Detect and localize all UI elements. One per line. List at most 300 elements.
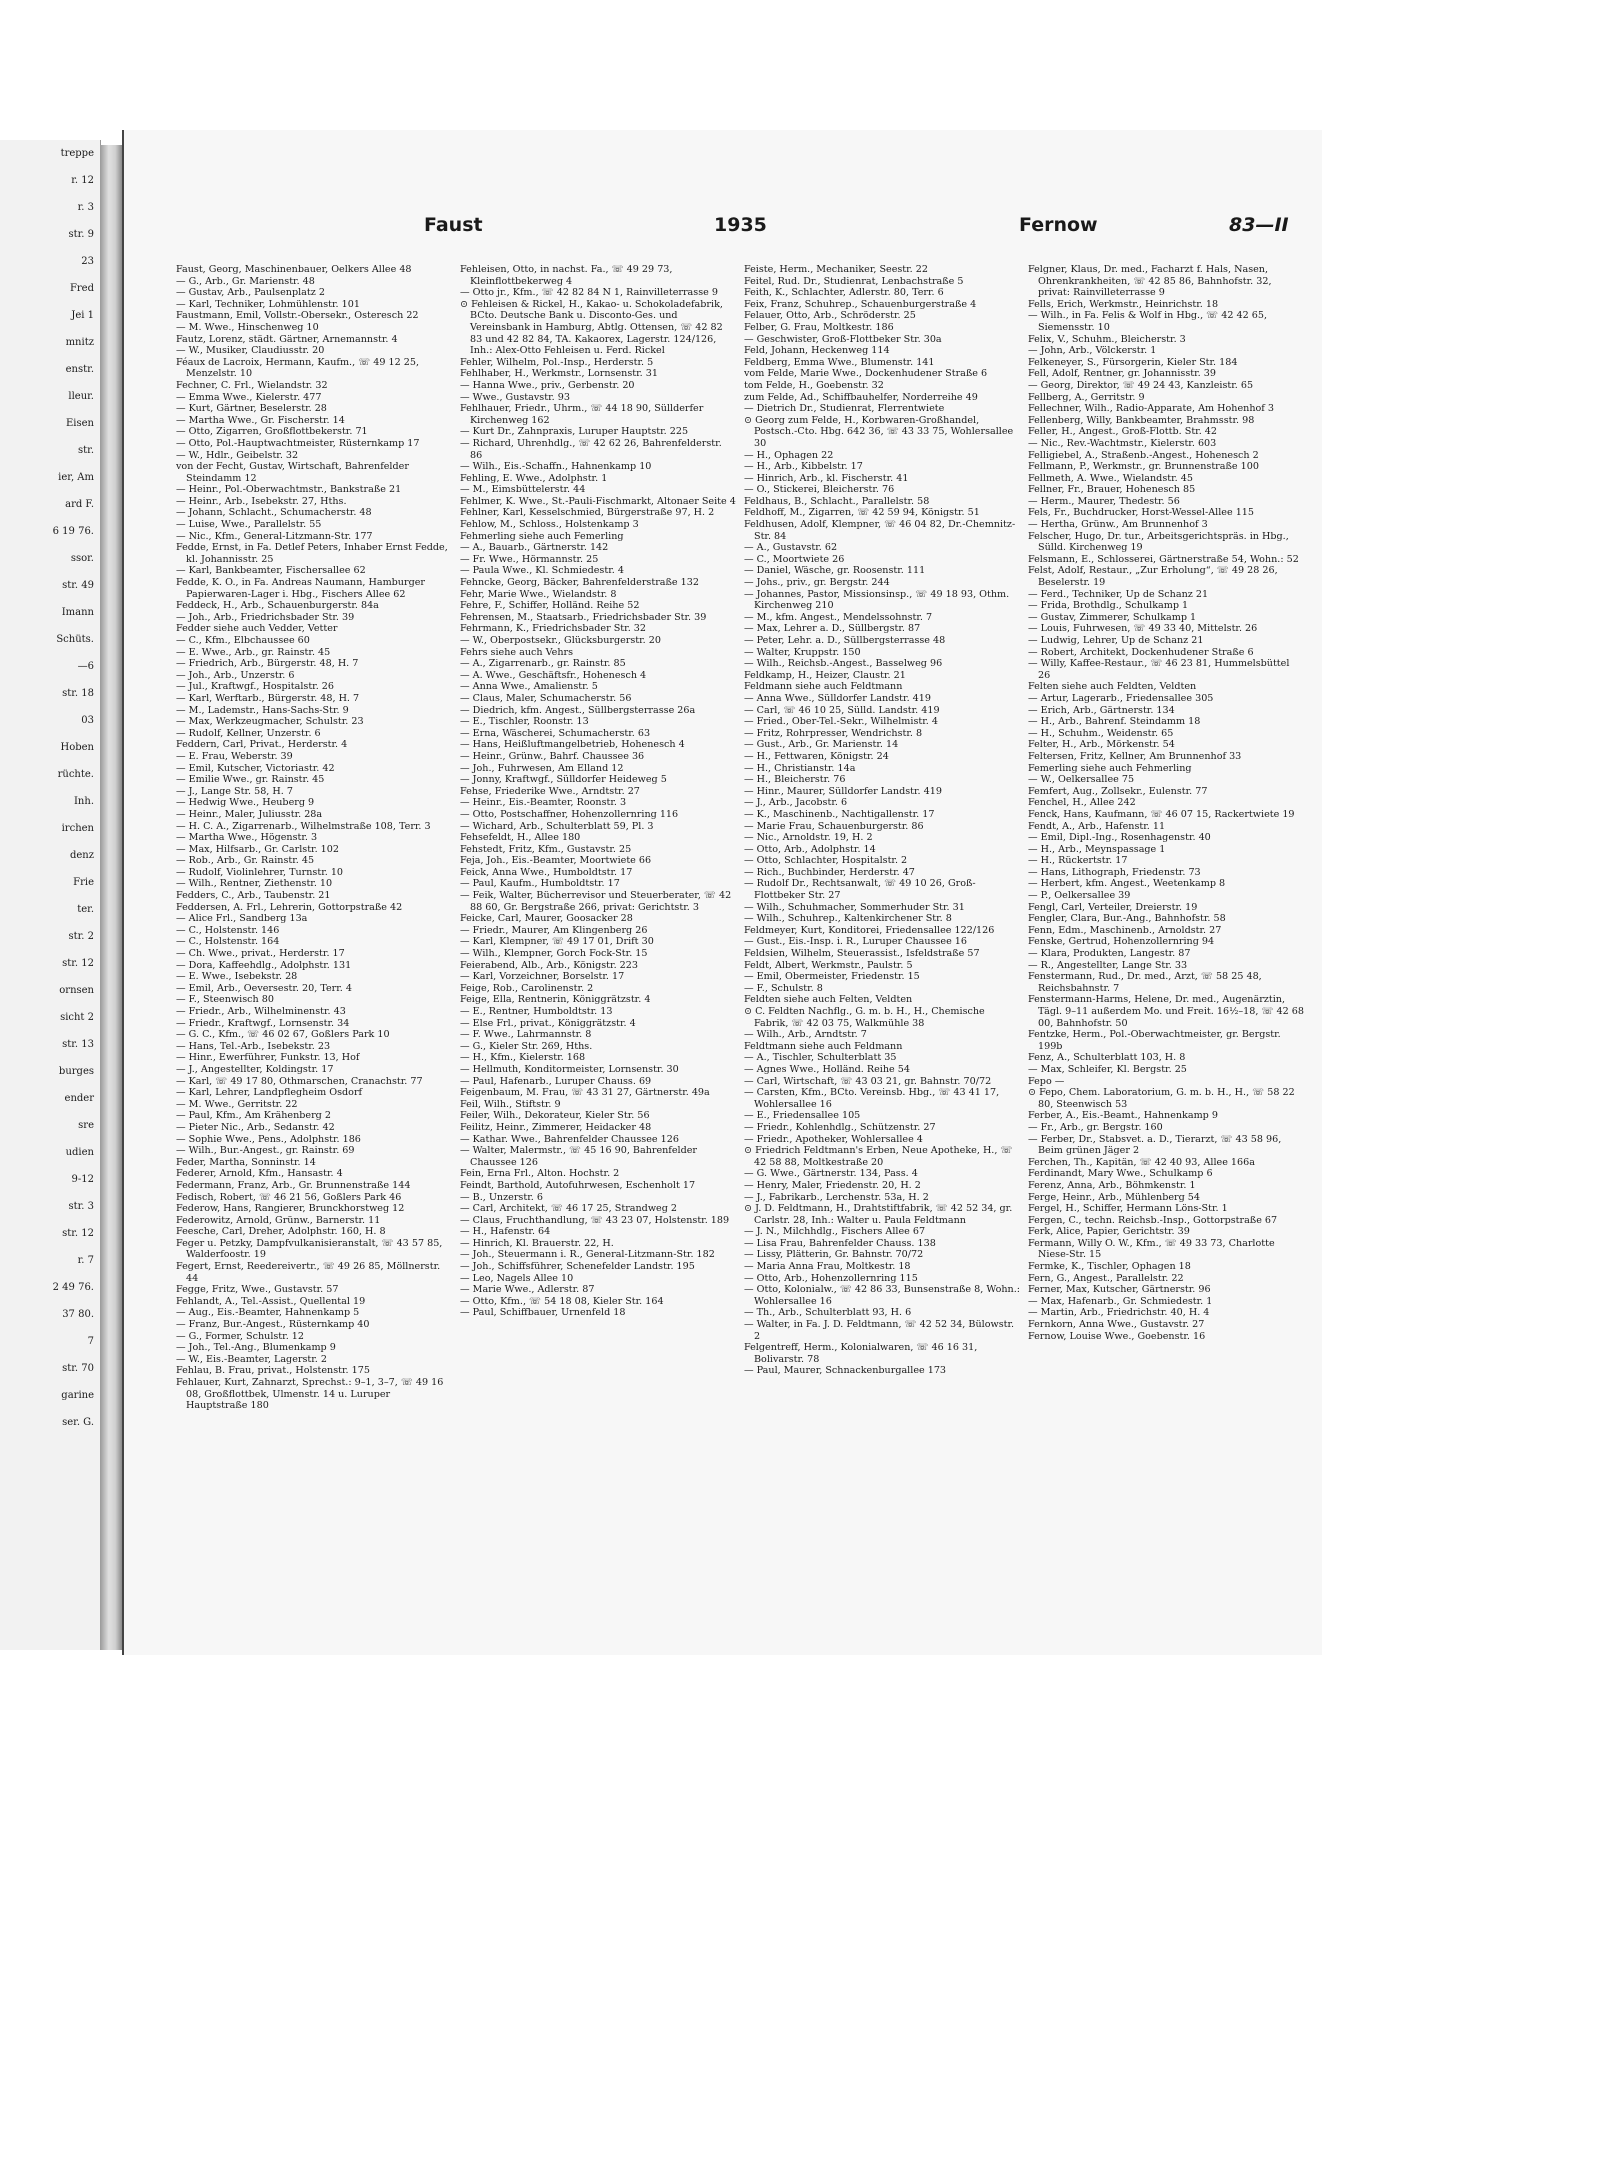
- directory-entry: — G., Arb., Gr. Marienstr. 48: [176, 275, 315, 287]
- directory-entry: — Louis, Fuhrwesen, ☏ 49 33 40, Mittelstr. 26: [1028, 623, 1258, 635]
- directory-entry: — Dora, Kaffeehdlg., Adolphstr. 131: [176, 959, 352, 971]
- directory-entry: — Friedr., Kohlenhdlg., Schützenstr. 27: [744, 1121, 936, 1133]
- directory-entry: — Hanna Wwe., priv., Gerbenstr. 20: [460, 379, 635, 391]
- directory-entry: — H., Arb., Kibbelstr. 17: [744, 461, 863, 473]
- directory-entry: — J., Lange Str. 58, H. 7: [176, 785, 293, 797]
- left-page-fragment-line: enstr.: [65, 364, 94, 375]
- directory-entry: — A., Bauarb., Gärtnerstr. 142: [460, 542, 609, 554]
- directory-entry: — Klara, Produkten, Langestr. 87: [1028, 948, 1191, 960]
- directory-entry: Federer, Arnold, Kfm., Hansastr. 4: [176, 1168, 343, 1180]
- directory-entry: Fehler, Wilhelm, Pol.-Insp., Herderstr. 5: [460, 356, 654, 368]
- directory-entry: Federowitz, Arnold, Grünw., Barnerstr. 11: [176, 1214, 381, 1226]
- left-page-fragment-line: str. 12: [62, 1228, 94, 1239]
- left-page-fragment-line: Hoben: [60, 742, 94, 753]
- directory-entry: — Otto, Arb., Hohenzollernring 115: [744, 1272, 918, 1284]
- directory-entry: — John, Arb., Völckerstr. 1: [1028, 345, 1157, 357]
- directory-entry: — Wilh., in Fa. Felis & Wolf in Hbg., ☏ 42 42 65, Siemensstr. 10: [1028, 310, 1267, 333]
- directory-entry: Feilitz, Heinr., Zimmerer, Heidacker 48: [460, 1121, 652, 1133]
- directory-entry: Fern, G., Angest., Parallelstr. 22: [1028, 1272, 1184, 1284]
- left-page-fragment-line: 9-12: [71, 1174, 94, 1185]
- directory-entry: Fentzke, Herm., Pol.-Oberwachtmeister, gr. Bergstr. 199b: [1028, 1029, 1281, 1052]
- directory-entry: tom Felde, H., Goebenstr. 32: [744, 379, 884, 391]
- left-page-fragment-line: Schüts.: [56, 634, 94, 645]
- left-page-fragment-line: burges: [58, 1066, 94, 1077]
- directory-entry: Fellmeth, A. Wwe., Wielandstr. 45: [1028, 472, 1193, 484]
- directory-entry: Ferenz, Anna, Arb., Böhmkenstr. 1: [1028, 1179, 1196, 1191]
- directory-entry: — Marie Frau, Schauenburgerstr. 86: [744, 820, 924, 832]
- header-year: 1935: [714, 214, 767, 236]
- directory-entry: Federow, Hans, Rangierer, Brunckhorstweg 12: [176, 1203, 405, 1215]
- directory-entry: — Emil, Obermeister, Friedenstr. 15: [744, 971, 920, 983]
- directory-entry: Fehleisen, Otto, in nachst. Fa., ☏ 49 29 73, Kleinflottbekerweg 4: [460, 264, 673, 287]
- directory-entry: — Wilh., Eis.-Schaffn., Hahnenkamp 10: [460, 461, 652, 473]
- directory-entry: Fehmerling siehe auch Femerling: [460, 530, 624, 542]
- directory-entry: — Pieter Nic., Arb., Sedanstr. 42: [176, 1121, 335, 1133]
- directory-entry: — Emil, Kutscher, Victoriastr. 42: [176, 762, 335, 774]
- directory-entry: — Martha Wwe., Högenstr. 3: [176, 832, 318, 844]
- directory-entry: Fenz, A., Schulterblatt 103, H. 8: [1028, 1052, 1186, 1064]
- directory-entry: — Karl, Lehrer, Landpflegheim Osdorf: [176, 1087, 363, 1099]
- directory-entry: — A., Gustavstr. 62: [744, 542, 838, 554]
- directory-entry: — Paul, Hafenarb., Luruper Chauss. 69: [460, 1075, 652, 1087]
- directory-entry: ⊙ C. Feldten Nachflg., G. m. b. H., H., Chemische Fabrik, ☏ 42 03 75, Walkmühle 38: [744, 1006, 985, 1029]
- directory-entry: Fernkorn, Anna Wwe., Gustavstr. 27: [1028, 1319, 1205, 1331]
- directory-entry: — Anna Wwe., Amalienstr. 5: [460, 681, 598, 693]
- directory-entry: Felligiebel, A., Straßenb.-Angest., Hohenesch 2: [1028, 449, 1259, 461]
- left-page-fragment-line: ter.: [77, 904, 94, 915]
- directory-entry: — Emma Wwe., Kielerstr. 477: [176, 391, 322, 403]
- directory-entry: Fels, Fr., Buchdrucker, Horst-Wessel-Allee 115: [1028, 507, 1255, 519]
- directory-entry: — Ch. Wwe., privat., Herderstr. 17: [176, 948, 345, 960]
- left-page-fragment-line: str. 12: [62, 958, 94, 969]
- directory-entry: — Robert, Architekt, Dockenhudener Straße 6: [1028, 646, 1254, 658]
- directory-entry: — Sophie Wwe., Pens., Adolphstr. 186: [176, 1133, 361, 1145]
- directory-entry: Felauer, Otto, Arb., Schröderstr. 25: [744, 310, 916, 322]
- directory-entry: Fepo —: [1028, 1075, 1065, 1087]
- directory-entry: — Wwe., Gustavstr. 93: [460, 391, 570, 403]
- directory-entry: Fechner, C. Frl., Wielandstr. 32: [176, 379, 328, 391]
- directory-entry: — Heinr., Pol.-Oberwachtmstr., Bankstraße 21: [176, 484, 402, 496]
- directory-entry: Feldt, Albert, Werkmstr., Paulstr. 5: [744, 959, 913, 971]
- directory-entry: — Emil, Dipl.-Ing., Rosenhagenstr. 40: [1028, 832, 1211, 844]
- directory-entry: — Gustav, Arb., Paulsenplatz 2: [176, 287, 325, 299]
- column-1: [176, 264, 452, 1634]
- left-page-fragment-line: str. 2: [68, 931, 94, 942]
- directory-entry: Federmann, Franz, Arb., Gr. Brunnenstraße 144: [176, 1179, 411, 1191]
- directory-entry: — Wilh., Schuhmacher, Sommerhuder Str. 31: [744, 901, 965, 913]
- directory-entry: — Johs., priv., gr. Bergstr. 244: [744, 577, 890, 589]
- directory-entry: Féaux de Lacroix, Hermann, Kaufm., ☏ 49 12 25, Menzelstr. 10: [176, 356, 420, 380]
- directory-entry: — Rich., Buchbinder, Herderstr. 47: [744, 866, 915, 878]
- directory-entry: — Otto jr., Kfm., ☏ 42 82 84 N 1, Rainvilleterrasse 9: [460, 287, 718, 299]
- directory-entry: — E. Frau, Weberstr. 39: [176, 750, 293, 762]
- left-page-fragment-line: Eisen: [66, 418, 94, 429]
- directory-entry: — H., Schuhm., Weidenstr. 65: [1028, 727, 1174, 739]
- left-page-fragment-line: Imann: [61, 607, 94, 618]
- directory-entry: — Frida, Brothdlg., Schulkamp 1: [1028, 600, 1189, 612]
- directory-entry: — Fr., Arb., gr. Bergstr. 160: [1028, 1121, 1163, 1133]
- directory-entry: — Nic., Rev.-Wachtmstr., Kielerstr. 603: [1028, 437, 1217, 449]
- directory-entry: — Hinr., Ewerführer, Funkstr. 13, Hof: [176, 1052, 360, 1064]
- directory-entry: — Paul, Kaufm., Humboldtstr. 17: [460, 878, 620, 890]
- directory-entry: Fehrs siehe auch Vehrs: [460, 646, 574, 658]
- directory-entry: — Kurt Dr., Zahnpraxis, Luruper Hauptstr. 225: [460, 426, 689, 438]
- directory-entry: — Hellmuth, Konditormeister, Lornsenstr. 30: [460, 1063, 679, 1075]
- directory-entry: Feddersen, A. Frl., Lehrerin, Gottorpstraße 42: [176, 901, 403, 913]
- directory-entry: — G., Former, Schulstr. 12: [176, 1330, 305, 1342]
- header-last-entry: Fernow: [1019, 214, 1098, 236]
- directory-entry: — P., Oelkersallee 39: [1028, 890, 1131, 902]
- directory-entry: — Rob., Arb., Gr. Rainstr. 45: [176, 855, 315, 867]
- directory-entry: — Anna Wwe., Sülldorfer Landstr. 419: [744, 692, 931, 704]
- directory-entry: — F., Steenwisch 80: [176, 994, 274, 1006]
- directory-entry: Fengler, Clara, Bur.-Ang., Bahnhofstr. 58: [1028, 913, 1226, 925]
- directory-entry: Felix, V., Schuhm., Bleicherstr. 3: [1028, 333, 1186, 345]
- directory-entry: Feldhusen, Adolf, Klempner, ☏ 46 04 82, Dr.-Chemnitz-Str. 84: [744, 519, 1016, 542]
- directory-entry: — A., Zigarrenarb., gr. Rainstr. 85: [460, 658, 626, 670]
- directory-entry: — H., Bleicherstr. 76: [744, 774, 846, 786]
- directory-entry: — Hans, Tel.-Arb., Isebekstr. 23: [176, 1040, 331, 1052]
- directory-entry: — G. Wwe., Gärtnerstr. 134, Pass. 4: [744, 1168, 918, 1180]
- directory-entry: Felber, G. Frau, Moltkestr. 186: [744, 321, 894, 333]
- directory-entry: Feldmann siehe auch Feldtmann: [744, 681, 903, 693]
- left-page-fragment-line: str. 13: [62, 1039, 94, 1050]
- directory-entry: Feddern, Carl, Privat., Herderstr. 4: [176, 739, 348, 751]
- directory-entry: Ferge, Heinr., Arb., Mühlenberg 54: [1028, 1191, 1200, 1203]
- directory-entry: — Hans, Lithograph, Friedenstr. 73: [1028, 866, 1201, 878]
- directory-entry: Faust, Georg, Maschinenbauer, Oelkers Allee 48: [176, 264, 412, 275]
- directory-entry: vom Felde, Marie Wwe., Dockenhudener Straße 6: [744, 368, 988, 380]
- directory-entry: — Paul, Kfm., Am Krähenberg 2: [176, 1110, 331, 1122]
- directory-entry: — Lissy, Plätterin, Gr. Bahnstr. 70/72: [744, 1249, 924, 1261]
- directory-entry: — Wilh., Schuhrep., Kaltenkirchener Str. 8: [744, 913, 952, 925]
- left-page-fragment-line: mnitz: [65, 337, 94, 348]
- directory-entry: — Rudolf, Violinlehrer, Turnstr. 10: [176, 866, 344, 878]
- directory-entry: Felscher, Hugo, Dr. tur., Arbeitsgerichtspräs. in Hbg., Sülld. Kirchenweg 19: [1028, 530, 1289, 554]
- directory-entry: — Wilh., Bur.-Angest., gr. Rainstr. 69: [176, 1145, 355, 1157]
- directory-entry: Feiler, Wilh., Dekorateur, Kieler Str. 56: [460, 1110, 650, 1122]
- directory-entry: — Marie Wwe., Adlerstr. 87: [460, 1284, 595, 1296]
- directory-entry: — Erich, Arb., Gärtnerstr. 134: [1028, 704, 1175, 716]
- directory-entry: Fermann, Willy O. W., Kfm., ☏ 49 33 73, Charlotte Niese-Str. 15: [1028, 1237, 1275, 1261]
- directory-entry: Fehsefeldt, H., Allee 180: [460, 832, 581, 844]
- directory-entry: Feldhaus, B., Schlacht., Parallelstr. 58: [744, 495, 930, 507]
- directory-entry: von der Fecht, Gustav, Wirtschaft, Bahrenfelder Steindamm 12: [176, 461, 409, 484]
- left-page-fragment-line: sre: [78, 1120, 94, 1131]
- directory-entry: Feitel, Rud. Dr., Studienrat, Lenbachstraße 5: [744, 275, 964, 287]
- directory-entry: — E. Wwe., Isebekstr. 28: [176, 971, 298, 983]
- directory-entry: — Alice Frl., Sandberg 13a: [176, 913, 308, 925]
- directory-entry: — Else Frl., privat., Königgrätzstr. 4: [460, 1017, 636, 1029]
- directory-entry: — Emilie Wwe., gr. Rainstr. 45: [176, 774, 325, 786]
- directory-entry: — Daniel, Wäsche, gr. Roosenstr. 111: [744, 565, 926, 577]
- left-page-fragment-line: str. 18: [62, 688, 94, 699]
- directory-entry: — Nic., Kfm., General-Litzmann-Str. 177: [176, 530, 373, 542]
- directory-entry: — K., Maschinenb., Nachtigallenstr. 17: [744, 808, 935, 820]
- directory-entry: Fehre, F., Schiffer, Holländ. Reihe 52: [460, 600, 640, 612]
- directory-entry: — Walter, Kruppstr. 150: [744, 646, 861, 658]
- directory-entry: — Georg, Direktor, ☏ 49 24 43, Kanzleistr. 65: [1028, 379, 1254, 391]
- book-spine: [100, 145, 122, 1650]
- directory-entry: ⊙ J. D. Feldtmann, H., Drahtstiftfabrik, ☏ 42 52 34, gr. Carlstr. 28, Inh.: Walter u. Paula Feldtmann: [744, 1203, 1013, 1226]
- left-page-fragment-line: ser. G.: [62, 1417, 94, 1428]
- left-page-fragment-line: Fred: [69, 283, 94, 294]
- directory-entry: — Heinr., Eis.-Beamter, Roonstr. 3: [460, 797, 627, 809]
- directory-entry: — Jul., Kraftwgf., Hospitalstr. 26: [176, 681, 335, 693]
- directory-entry: — Friedr., Maurer, Am Klingenberg 26: [460, 924, 648, 936]
- directory-entry: — Ferd., Techniker, Up de Schanz 21: [1028, 588, 1209, 600]
- directory-entry: Felgentreff, Herm., Kolonialwaren, ☏ 46 16 31, Bolivarstr. 78: [744, 1342, 978, 1365]
- directory-entry: Fells, Erich, Werkmstr., Heinrichstr. 18: [1028, 298, 1219, 310]
- directory-entry: — Johann, Schlacht., Schumacherstr. 48: [176, 507, 372, 519]
- directory-entry: — Kathar. Wwe., Bahrenfelder Chaussee 126: [460, 1133, 679, 1145]
- left-page-fragment: [0, 140, 101, 1650]
- directory-entry: Ferdinandt, Mary Wwe., Schulkamp 6: [1028, 1168, 1213, 1180]
- left-page-fragment-line: 7: [87, 1336, 94, 1347]
- directory-entry: Fehlmer, K. Wwe., St.-Pauli-Fischmarkt, Altonaer Seite 4: [460, 495, 736, 507]
- directory-entry: Feldsien, Wilhelm, Steuerassist., Isfeldstraße 57: [744, 948, 980, 960]
- directory-entry: — H. C. A., Zigarrenarb., Wilhelmstraße 108, Terr. 3: [176, 820, 431, 832]
- left-page-fragment-line: ssor.: [70, 553, 94, 564]
- directory-entry: Fendt, A., Arb., Hafenstr. 11: [1028, 820, 1166, 832]
- directory-entry: Feltersen, Fritz, Kellner, Am Brunnenhof 33: [1028, 750, 1242, 762]
- directory-entry: — Wilh., Arb., Arndtstr. 7: [744, 1029, 867, 1041]
- directory-entry: — Walter, Malermstr., ☏ 45 16 90, Bahrenfelder Chaussee 126: [460, 1145, 698, 1168]
- directory-entry: — M. Wwe., Hinschenweg 10: [176, 321, 319, 333]
- directory-entry: — W., Hdlr., Geibelstr. 32: [176, 449, 299, 461]
- directory-entry: Fehstedt, Fritz, Kfm., Gustavstr. 25: [460, 843, 632, 855]
- left-page-fragment-line: 6 19 76.: [52, 526, 94, 537]
- directory-entry: — Hedwig Wwe., Heuberg 9: [176, 797, 315, 809]
- directory-entry: Fehling, E. Wwe., Adolphstr. 1: [460, 472, 608, 484]
- left-page-fragment-line: lleur.: [68, 391, 94, 402]
- directory-entry: — Franz, Bur.-Angest., Rüsternkamp 40: [176, 1319, 370, 1331]
- directory-entry: Feldten siehe auch Felten, Veldten: [744, 994, 913, 1006]
- directory-entry: — Carl, ☏ 46 10 25, Sülld. Landstr. 419: [744, 704, 940, 716]
- directory-entry: — Wichard, Arb., Schulterblatt 59, Pl. 3: [460, 820, 654, 832]
- directory-entry: — Hinrich, Kl. Brauerstr. 22, H.: [460, 1237, 614, 1249]
- directory-entry: Fehlandt, A., Tel.-Assist., Quellental 19: [176, 1295, 366, 1307]
- directory-entry: — Martin, Arb., Friedrichstr. 40, H. 4: [1028, 1307, 1210, 1319]
- directory-entry: — Joh., Fuhrwesen, Am Elland 12: [460, 762, 624, 774]
- directory-entry: Fenstermann, Rud., Dr. med., Arzt, ☏ 58 25 48, Reichsbahnstr. 7: [1028, 971, 1262, 994]
- directory-entry: Feder, Martha, Sonninstr. 14: [176, 1156, 316, 1168]
- directory-entry: — Max, Werkzeugmacher, Schulstr. 23: [176, 716, 364, 728]
- directory-entry: Feesche, Carl, Dreher, Adolphstr. 160, H. 8: [176, 1226, 386, 1238]
- directory-entry: Fenchel, H., Allee 242: [1028, 797, 1136, 809]
- left-page-fragment-line: ender: [64, 1093, 94, 1104]
- directory-entry: — Otto, Arb., Adolphstr. 14: [744, 843, 876, 855]
- directory-entry: — Rudolf Dr., Rechtsanwalt, ☏ 49 10 26, Groß-Flottbeker Str. 27: [744, 878, 976, 902]
- directory-entry: Feiste, Herm., Mechaniker, Seestr. 22: [744, 264, 928, 275]
- directory-entry: Ferk, Alice, Papier, Gerichtstr. 39: [1028, 1226, 1190, 1238]
- left-page-fragment-line: Inh.: [73, 796, 94, 807]
- directory-entry: — Henry, Maler, Friedenstr. 20, H. 2: [744, 1179, 921, 1191]
- directory-entry: — Kurt, Gärtner, Beselerstr. 28: [176, 403, 327, 415]
- directory-entry: Fehrmann, K., Friedrichsbader Str. 32: [460, 623, 647, 635]
- directory-entry: — Hinr., Maurer, Sülldorfer Landstr. 419: [744, 785, 942, 797]
- directory-entry: — Otto, Zigarren, Großflottbekerstr. 71: [176, 426, 368, 438]
- directory-entry: — Max, Hilfsarb., Gr. Carlstr. 102: [176, 843, 339, 855]
- directory-entry: — Johannes, Pastor, Missionsinsp., ☏ 49 18 93, Othm. Kirchenweg 210: [744, 588, 1010, 612]
- directory-entry: — C., Moortwiete 26: [744, 553, 845, 565]
- directory-entry: Feldberg, Emma Wwe., Blumenstr. 141: [744, 356, 935, 368]
- header-page-number: 83—II: [1229, 214, 1289, 236]
- directory-entry: Fergen, C., techn. Reichsb.-Insp., Gottorpstraße 67: [1028, 1214, 1278, 1226]
- directory-entry: — Geschwister, Groß-Flottbeker Str. 30a: [744, 333, 942, 345]
- directory-entry: Felsmann, E., Schlosserei, Gärtnerstraße 54, Wohn.: 52: [1028, 553, 1299, 565]
- directory-entry: — Max, Hafenarb., Gr. Schmiedestr. 1: [1028, 1295, 1213, 1307]
- directory-entry: Fellberg, A., Gerritstr. 9: [1028, 391, 1145, 403]
- directory-entry: — Karl, Vorzeichner, Borselstr. 17: [460, 971, 625, 983]
- directory-entry: — H., Hafenstr. 64: [460, 1226, 551, 1238]
- directory-entry: — E. Wwe., Arb., gr. Rainstr. 45: [176, 646, 331, 658]
- directory-entry: Fernow, Louise Wwe., Goebenstr. 16: [1028, 1330, 1206, 1342]
- directory-entry: Fedde, K. O., in Fa. Andreas Naumann, Hamburger Papierwaren-Lager i. Hbg., Fischers Allee 62: [176, 577, 425, 600]
- directory-entry: — Fr. Wwe., Hörmannstr. 25: [460, 553, 599, 565]
- directory-entry: — Feik, Walter, Bücherrevisor und Steuerberater, ☏ 42 88 60, Gr. Bergstraße 266, privat: Gerichtstr. 3: [460, 890, 732, 913]
- directory-entry: — Richard, Uhrenhdlg., ☏ 42 62 26, Bahrenfelderstr. 86: [460, 437, 722, 461]
- directory-entry: — H., Fettwaren, Königstr. 24: [744, 750, 889, 762]
- directory-entry: — Otto, Kolonialw., ☏ 42 86 33, Bunsenstraße 8, Wohn.: Wohlersallee 16: [744, 1284, 1020, 1307]
- directory-entry: — C., Holstenstr. 146: [176, 924, 280, 936]
- directory-entry: Fegert, Ernst, Reedereivertr., ☏ 49 26 85, Möllnerstr. 44: [176, 1261, 441, 1284]
- directory-entry: Fedders, C., Arb., Taubenstr. 21: [176, 890, 331, 902]
- directory-entry: Felst, Adolf, Restaur., „Zur Erholung“, ☏ 49 28 26, Beselerstr. 19: [1028, 565, 1278, 589]
- left-page-fragment-line: garine: [61, 1390, 94, 1401]
- directory-entry: — Max, Lehrer a. D., Süllbergstr. 87: [744, 623, 921, 635]
- column-3: [744, 264, 1020, 1634]
- left-page-fragment-line: Frie: [73, 877, 94, 888]
- directory-entry: — Joh., Steuermann i. R., General-Litzmann-Str. 182: [460, 1249, 715, 1261]
- directory-entry: — Ferber, Dr., Stabsvet. a. D., Tierarzt, ☏ 43 58 96, Beim grünen Jäger 2: [1028, 1133, 1282, 1157]
- directory-entry: — E., Tischler, Roonstr. 13: [460, 716, 589, 728]
- left-page-fragment-line: sicht 2: [60, 1012, 94, 1023]
- directory-entry: Fedde, Ernst, in Fa. Detlef Peters, Inhaber Ernst Fedde, kl. Johannisstr. 25: [176, 542, 448, 565]
- directory-entry: Feindt, Barthold, Autofuhrwesen, Eschenholt 17: [460, 1179, 696, 1191]
- directory-entry: — Herm., Maurer, Thedestr. 56: [1028, 495, 1180, 507]
- directory-entry: — Lisa Frau, Bahrenfelder Chauss. 138: [744, 1237, 936, 1249]
- left-page-fragment-line: r. 12: [71, 175, 94, 186]
- directory-entry: — Hertha, Grünw., Am Brunnenhof 3: [1028, 519, 1208, 531]
- directory-entry: — G. C., Kfm., ☏ 46 02 67, Goßlers Park 10: [176, 1029, 390, 1041]
- directory-entry: Fehrensen, M., Staatsarb., Friedrichsbader Str. 39: [460, 611, 707, 623]
- directory-entry: — Nic., Arnoldstr. 19, H. 2: [744, 832, 873, 844]
- directory-entry: — Carl, Wirtschaft, ☏ 43 03 21, gr. Bahnstr. 70/72: [744, 1075, 992, 1087]
- directory-entry: — Carsten, Kfm., BCto. Vereinsb. Hbg., ☏ 43 41 17, Wohlersallee 16: [744, 1087, 1000, 1110]
- directory-entry: — Emil, Arb., Oeversestr. 20, Terr. 4: [176, 982, 352, 994]
- directory-entry: — Hinrich, Arb., kl. Fischerstr. 41: [744, 472, 909, 484]
- directory-entry: — Otto, Postschaffner, Hohenzollernring 116: [460, 808, 679, 820]
- left-page-fragment-line: str. 9: [68, 229, 94, 240]
- directory-entry: — E., Rentner, Humboldtstr. 13: [460, 1006, 613, 1017]
- directory-entry: — Fritz, Rohrpresser, Wendrichstr. 8: [744, 727, 923, 739]
- directory-entry: — W., Eis.-Beamter, Lagerstr. 2: [176, 1353, 327, 1365]
- directory-entry: Feierabend, Alb., Arb., Königstr. 223: [460, 959, 638, 971]
- directory-entry: — W., Oberpostsekr., Glücksburgerstr. 20: [460, 635, 661, 646]
- directory-entry: — Joh., Arb., Unzerstr. 6: [176, 669, 295, 681]
- directory-entry: Feicke, Carl, Maurer, Goosacker 28: [460, 913, 633, 925]
- directory-entry: Feld, Johann, Heckenweg 114: [744, 345, 890, 357]
- directory-entry: — Peter, Lehr. a. D., Süllbergsterrasse 48: [744, 635, 946, 646]
- directory-entry: Feldtmann siehe auch Feldmann: [744, 1040, 903, 1052]
- left-page-fragment-line: str.: [77, 445, 94, 456]
- directory-entry: Feigenbaum, M. Frau, ☏ 43 31 27, Gärtnerstr. 49a: [460, 1087, 710, 1099]
- directory-entry: — G., Kieler Str. 269, Hths.: [460, 1040, 593, 1052]
- directory-entry: — Aug., Eis.-Beamter, Hahnenkamp 5: [176, 1307, 360, 1319]
- directory-entry: Fermke, K., Tischler, Ophagen 18: [1028, 1261, 1191, 1273]
- directory-entry: Fehncke, Georg, Bäcker, Bahrenfelderstraße 132: [460, 577, 699, 589]
- directory-entry: — Herbert, kfm. Angest., Weetenkamp 8: [1028, 878, 1226, 890]
- directory-entry: Ferchen, Th., Kapitän, ☏ 42 40 93, Allee 166a: [1028, 1156, 1255, 1168]
- directory-entry: Fellenberg, Willy, Bankbeamter, Brahmsstr. 98: [1028, 414, 1255, 426]
- directory-entry: ⊙ Fehleisen & Rickel, H., Kakao- u. Schokoladefabrik, BCto. Deutsche Bank u. Disconto-Ges. und Vereinsbank in Hamburg, Abtlg. Ottensen, ☏ 42 82 83 und 42 82 84, TA. Kakaorex, Lagerstr. 124/126, Inh.: Alex-Otto Fehleisen u. Ferd. Rickel: [460, 298, 723, 357]
- directory-entry: — Gust., Arb., Gr. Marienstr. 14: [744, 739, 899, 751]
- directory-entry: Fellmann, P., Werkmstr., gr. Brunnenstraße 100: [1028, 461, 1259, 473]
- directory-entry: — Ludwig, Lehrer, Up de Schanz 21: [1028, 635, 1204, 646]
- directory-entry: — Paul, Schiffbauer, Urnenfeld 18: [460, 1307, 626, 1319]
- directory-entry: — Martha Wwe., Gr. Fischerstr. 14: [176, 414, 345, 426]
- directory-entry: Fenstermann-Harms, Helene, Dr. med., Augenärztin, Tägl. 9–11 außerdem Mo. und Freit. 16½–18, ☏ 42 68 00, Bahnhofstr. 50: [1028, 994, 1304, 1029]
- directory-entry: Fengl, Carl, Verteiler, Dreierstr. 19: [1028, 901, 1198, 913]
- directory-entry: — Rudolf, Kellner, Unzerstr. 6: [176, 727, 321, 739]
- directory-entry: — H., Arb., Meynspassage 1: [1028, 843, 1166, 855]
- directory-entry: Feldkamp, H., Heizer, Claustr. 21: [744, 669, 906, 681]
- directory-entry: — Friedr., Arb., Wilhelminenstr. 43: [176, 1006, 346, 1017]
- directory-entry: Feige, Ella, Rentnerin, Königgrätzstr. 4: [460, 994, 651, 1006]
- directory-entry: — Artur, Lagerarb., Friedensallee 305: [1028, 692, 1214, 704]
- directory-entry: ⊙ Georg zum Felde, H., Korbwaren-Großhandel, Postsch.-Cto. Hbg. 642 36, ☏ 43 33 75, Wohlersallee 30: [744, 414, 1014, 449]
- directory-entry: Feldhoff, M., Zigarren, ☏ 42 59 94, Königstr. 51: [744, 507, 980, 519]
- directory-entry: Fenske, Gertrud, Hohenzollernring 94: [1028, 936, 1215, 948]
- directory-entry: — Dietrich Dr., Studienrat, Flerrentwiete: [744, 403, 945, 415]
- directory-entry: — F., Schulstr. 8: [744, 982, 823, 994]
- directory-entry: Fegge, Fritz, Wwe., Gustavstr. 57: [176, 1284, 339, 1296]
- left-page-fragment-line: denz: [69, 850, 94, 861]
- left-page-fragment-line: r. 3: [77, 202, 94, 213]
- directory-entry: — Otto, Pol.-Hauptwachtmeister, Rüsternkamp 17: [176, 437, 420, 449]
- directory-entry: Ferner, Max, Kutscher, Gärtnerstr. 96: [1028, 1284, 1211, 1296]
- directory-entry: — C., Holstenstr. 164: [176, 936, 280, 948]
- directory-entry: — Hans, Heißluftmangelbetrieb, Hohenesch 4: [460, 739, 685, 751]
- directory-entry: Feick, Anna Wwe., Humboldtstr. 17: [460, 866, 633, 878]
- directory-entry: Fautz, Lorenz, städt. Gärtner, Arnemannstr. 4: [176, 333, 398, 345]
- left-page-fragment-line: str. 70: [62, 1363, 94, 1374]
- directory-entry: zum Felde, Ad., Schiffbauhelfer, Norderreihe 49: [744, 391, 978, 403]
- directory-entry: — Claus, Fruchthandlung, ☏ 43 23 07, Holstenstr. 189: [460, 1214, 730, 1226]
- directory-entry: — Friedr., Apotheker, Wohlersallee 4: [744, 1133, 923, 1145]
- left-page-fragment-line: 23: [81, 256, 94, 267]
- directory-entry: — J., Arb., Jacobstr. 6: [744, 797, 848, 809]
- left-page-fragment-line: rüchte.: [57, 769, 94, 780]
- directory-entry: — Wilh., Rentner, Ziethenstr. 10: [176, 878, 333, 890]
- directory-entry: Fehlhaber, H., Werkmstr., Lornsenstr. 31: [460, 368, 658, 380]
- directory-entry: — Max, Schleifer, Kl. Bergstr. 25: [1028, 1063, 1187, 1075]
- directory-entry: Fedder siehe auch Vedder, Vetter: [176, 623, 338, 635]
- directory-page: [122, 130, 1322, 1655]
- directory-entry: — Diedrich, kfm. Angest., Süllbergsterrasse 26a: [460, 704, 696, 716]
- directory-entry: Feger u. Petzky, Dampfvulkanisieranstalt, ☏ 43 57 85, Walderfoostr. 19: [176, 1237, 443, 1261]
- directory-entry: Felter, H., Arb., Mörkenstr. 54: [1028, 739, 1175, 751]
- directory-entry: — J. N., Milchhdlg., Fischers Allee 67: [744, 1226, 926, 1238]
- directory-entry: — M. Wwe., Gerritstr. 22: [176, 1098, 298, 1110]
- directory-entry: Feller, H., Angest., Groß-Flottb. Str. 42: [1028, 426, 1218, 438]
- left-page-fragment-line: str. 3: [68, 1201, 94, 1212]
- directory-entry: Fenn, Edm., Maschinenb., Arnoldstr. 27: [1028, 924, 1222, 936]
- directory-entry: Fedisch, Robert, ☏ 46 21 56, Goßlers Park 46: [176, 1191, 402, 1203]
- left-page-fragment-line: str. 49: [62, 580, 94, 591]
- directory-entry: Feddeck, H., Arb., Schauenburgerstr. 84a: [176, 600, 379, 612]
